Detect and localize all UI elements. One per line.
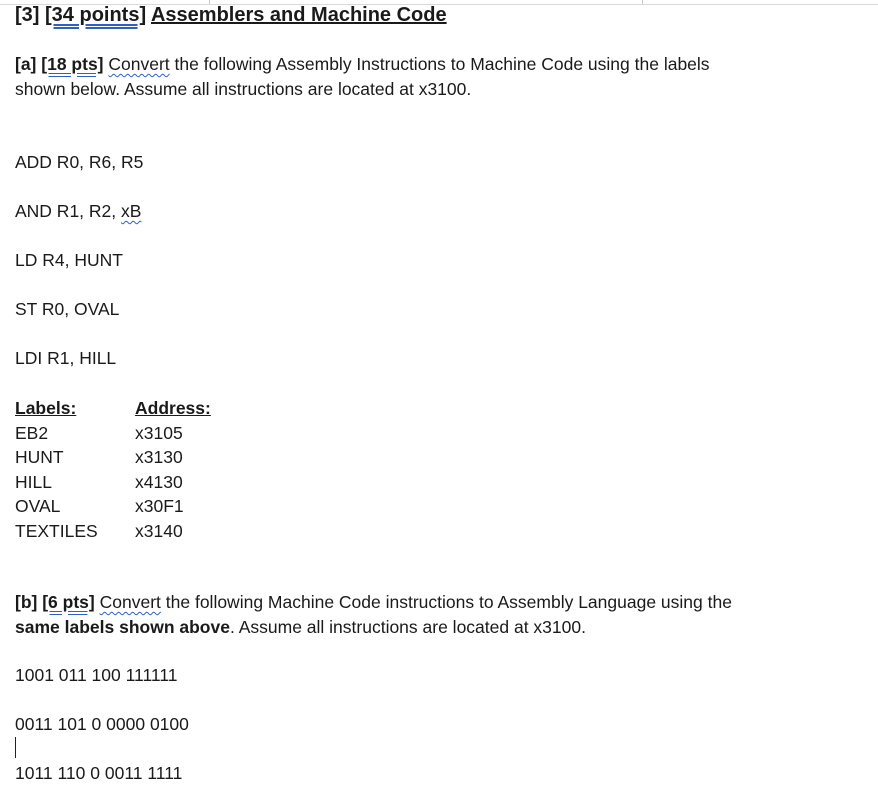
part-b-line2-rest: . Assume all instructions are located at x3100. [229, 617, 586, 637]
assembly-instruction: LD R4, HUNT [15, 250, 123, 270]
part-a-prompt-line2: shown below. Assume all instructions are located at x3100. [15, 79, 472, 99]
label-cell: EB2 [15, 422, 49, 443]
machine-code-line: 0011 101 0 0000 0100 [15, 714, 189, 734]
address-cell: x3140 [135, 520, 183, 541]
section-title: Assemblers and Machine Code [150, 4, 447, 26]
address-cell: x30F1 [135, 496, 184, 516]
address-cell: x3105 [135, 422, 183, 443]
part-a-points: [18 pts] [41, 54, 104, 74]
label-cell: OVAL [15, 496, 61, 516]
assembly-instruction: ST R0, OVAL [15, 299, 120, 319]
part-b-points: [6 pts] [42, 592, 95, 612]
machine-code-line: 1001 011 100 111111 [15, 665, 178, 685]
part-b-line1-rest: the following Machine Code instructions to Assembly Language using the [165, 592, 732, 612]
address-column [135, 396, 211, 543]
part-a-line1-rest: the following Assembly Instructions to Machine Code using the labels [174, 54, 710, 74]
address-cell: x3130 [135, 447, 183, 467]
part-a-prompt-line1 [15, 52, 710, 77]
part-b-label: [b] [15, 592, 38, 612]
label-cell: HILL [15, 471, 52, 492]
part-b-prompt-line2 [15, 615, 586, 640]
text-cursor[interactable] [15, 737, 16, 758]
part-a-label: [a] [15, 54, 37, 74]
part-a-verb: Convert [108, 54, 170, 74]
page-top-mark [642, 0, 643, 4]
spellcheck-flag: xB [121, 201, 142, 221]
part-b-verb: Convert [99, 592, 161, 612]
part-b-prompt-line1 [15, 590, 732, 615]
assembly-instruction [15, 201, 141, 222]
section-number: [3] [15, 4, 40, 26]
address-cell: x4130 [135, 471, 183, 492]
machine-code-line: 1011 110 0 0011 1111 [15, 763, 183, 783]
address-header: Address: [135, 398, 211, 418]
section-heading [15, 4, 447, 27]
instruction-text: AND R1, R2, xB [15, 201, 142, 221]
label-cell: HUNT [15, 447, 64, 467]
assembly-instruction: ADD R0, R6, R5 [15, 152, 144, 172]
part-b-bold-phrase: same labels shown above [15, 617, 230, 637]
labels-column [15, 396, 98, 543]
section-points: [34 points] [45, 4, 147, 26]
assembly-instruction: LDI R1, HILL [15, 348, 117, 368]
label-cell: TEXTILES [15, 520, 98, 541]
labels-header: Labels: [15, 398, 77, 418]
